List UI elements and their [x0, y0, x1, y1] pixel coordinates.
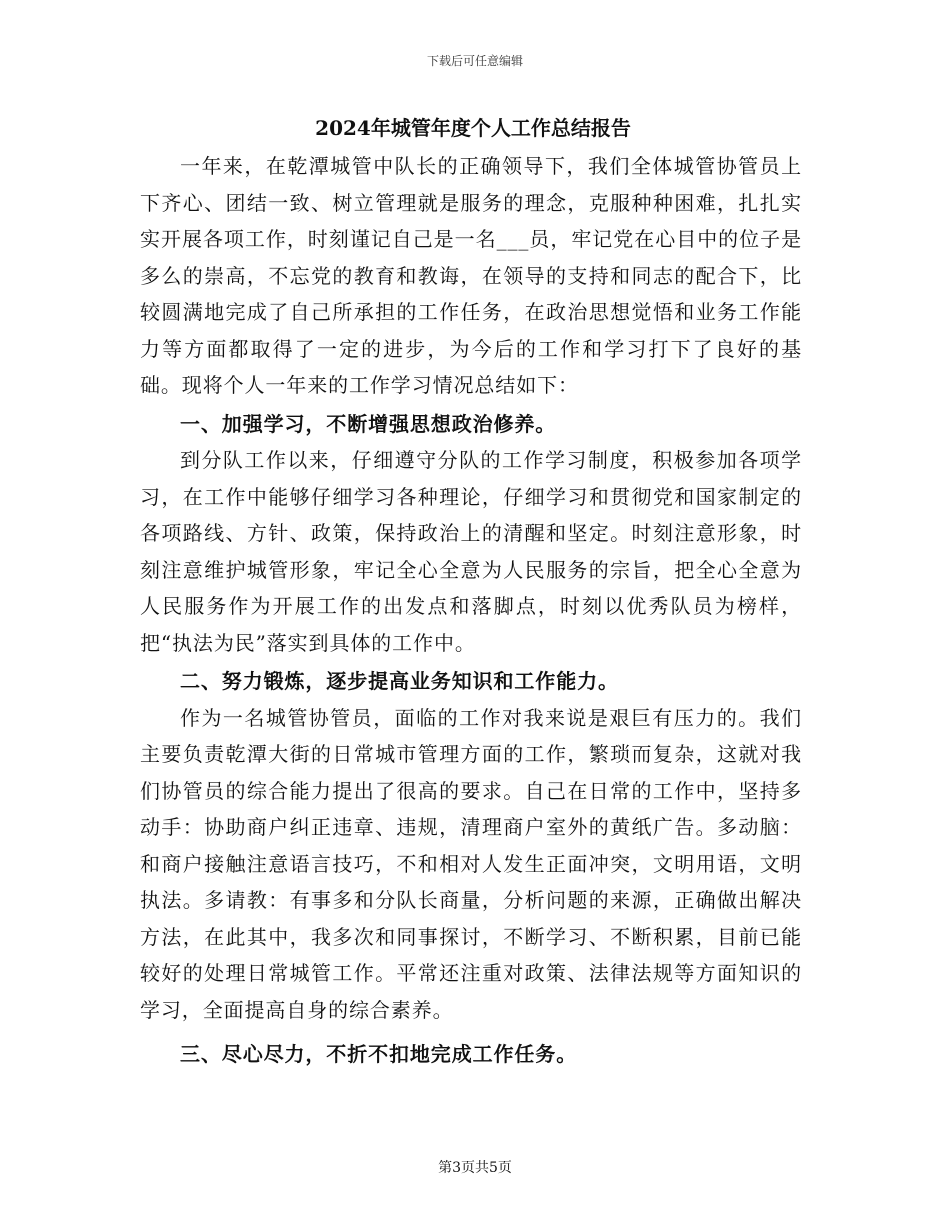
section-body-2: 作为一名城管协管员，面临的工作对我来说是艰巨有压力的。我们主要负责乾潭大街的日常城市管理方面的工作，繁琐而复杂，这就对我们协管员的综合能力提出了很高的要求。自己在日常的工作中，坚持多动手：协助商户纠正违章、违规，清理商户室外的黄纸广告。多动脑：和商户接触注意语言技巧，不和相对人发生正面冲突，文明用语，文明执法。多请教：有事多和分队长商量，分析问题的来源，正确做出解决方法，在此其中，我多次和同事探讨，不断学习、不断积累，目前已能较好的处理日常城管工作。平常还注重对政策、法律法规等方面知识的学习，全面提高自身的综合素养。 [140, 705, 802, 1022]
section-heading-1: 一、加强学习，不断增强思想政治修养。 [180, 411, 557, 436]
section-heading-3: 三、尽心尽力，不折不扣地完成工作任务。 [180, 1042, 578, 1066]
document-body [140, 108, 802, 1073]
intro-paragraph: 一年来，在乾潭城管中队长的正确领导下，我们全体城管协管员上下齐心、团结一致、树立管理就是服务的理念，克服种种困难，扎扎实实开展各项工作，时刻谨记自己是一名___员，牢记党在心目中的位子是多么的崇高，不忘党的教育和教诲，在领导的支持和同志的配合下，比较圆满地完成了自己所承担的工作任务，在政治思想觉悟和业务工作能力等方面都取得了一定的进步，为今后的工作和学习打下了良好的基础。现将个人一年来的工作学习情况总结如下： [140, 154, 802, 397]
section-body-1: 到分队工作以来，仔细遵守分队的工作学习制度，积极参加各项学习，在工作中能够仔细学习各种理论，仔细学习和贯彻党和国家制定的各项路线、方针、政策，保持政治上的清醒和坚定。时刻注意形象，时刻注意维护城管形象，牢记全心全意为人民服务的宗旨，把全心全意为人民服务作为开展工作的出发点和落脚点，时刻以优秀队员为榜样，把“执法为民”落实到具体的工作中。 [140, 448, 802, 655]
document-title: 2024年城管年度个人工作总结报告 [315, 116, 631, 140]
section-heading-2: 二、努力锻炼，逐步提高业务知识和工作能力。 [180, 669, 619, 693]
page-number: 第3页共5页 [438, 1160, 512, 1176]
page-header-note: 下载后可任意编辑 [426, 54, 523, 68]
